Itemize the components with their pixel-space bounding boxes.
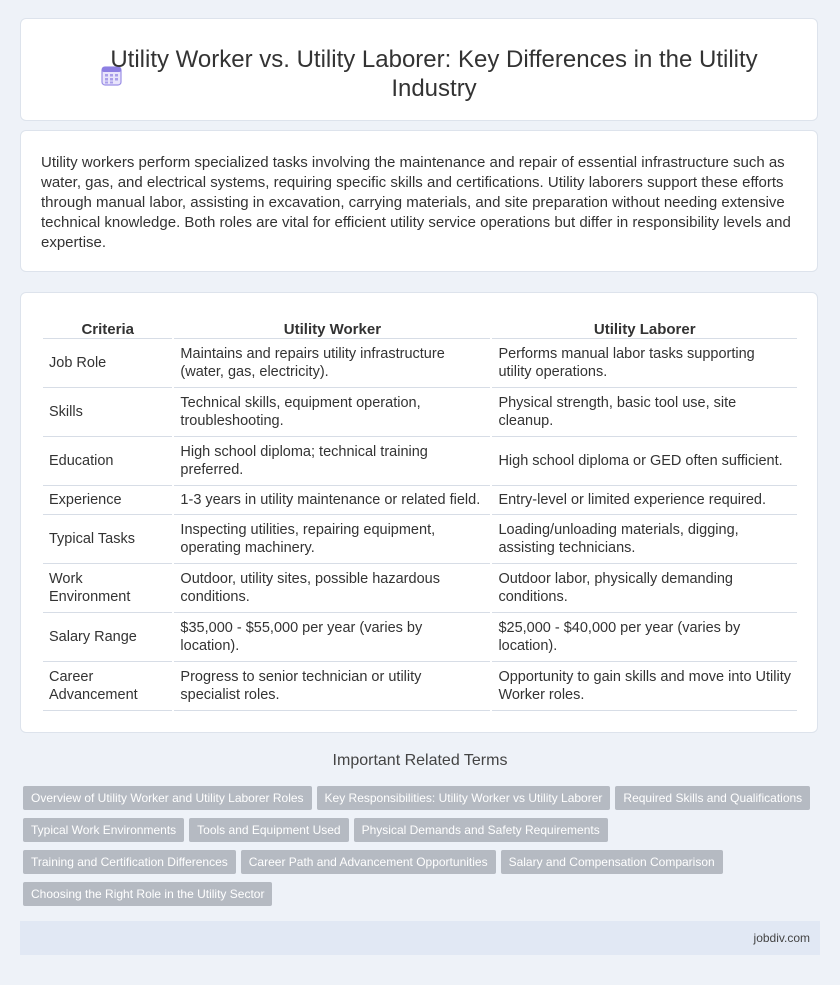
row-worker-value: Outdoor, utility sites, possible hazardous conditions. (174, 564, 490, 613)
related-term-tag[interactable]: Training and Certification Differences (23, 850, 236, 874)
row-laborer-value: Performs manual labor tasks supporting utility operations. (492, 339, 797, 388)
row-laborer-value: Physical strength, basic tool use, site cleanup. (492, 388, 797, 437)
related-term-tag[interactable]: Required Skills and Qualifications (615, 786, 810, 810)
row-criteria: Salary Range (43, 613, 172, 662)
row-worker-value: Technical skills, equipment operation, troubleshooting. (174, 388, 490, 437)
row-laborer-value: Outdoor labor, physically demanding conditions. (492, 564, 797, 613)
related-terms-list (23, 786, 823, 914)
related-term-tag[interactable]: Choosing the Right Role in the Utility Sector (23, 882, 272, 906)
row-worker-value: Progress to senior technician or utility specialist roles. (174, 662, 490, 711)
row-criteria: Typical Tasks (43, 515, 172, 564)
footer (20, 921, 820, 955)
header-criteria: Criteria (43, 314, 172, 339)
header-utility-laborer: Utility Laborer (492, 314, 797, 339)
related-term-tag[interactable]: Physical Demands and Safety Requirements (354, 818, 608, 842)
row-worker-value: Maintains and repairs utility infrastructure (water, gas, electricity). (174, 339, 490, 388)
header-utility-worker: Utility Worker (174, 314, 490, 339)
row-laborer-value: $25,000 - $40,000 per year (varies by location). (492, 613, 797, 662)
page-title: Utility Worker vs. Utility Laborer: Key Differences in the Utility Industry (110, 46, 758, 102)
table-row (43, 437, 797, 486)
row-criteria: Experience (43, 486, 172, 515)
table-row (43, 388, 797, 437)
row-laborer-value: Loading/unloading materials, digging, assisting technicians. (492, 515, 797, 564)
table-row (43, 613, 797, 662)
table-row (43, 515, 797, 564)
related-term-tag[interactable]: Key Responsibilities: Utility Worker vs Utility Laborer (317, 786, 611, 810)
table-header-row (43, 314, 797, 339)
row-laborer-value: Entry-level or limited experience required. (492, 486, 797, 515)
intro-text: Utility workers perform specialized tasks involving the maintenance and repair of essential infrastructure such as water, gas, and electrical systems, requiring specific skills and certifications. Utility laborers support these efforts through manual labor, assisting in excavation, carrying materials, and site preparation without needing extensive technical knowledge. Both roles are vital for efficient utility service operations but differ in responsibility levels and expertise. (41, 154, 791, 251)
related-term-tag[interactable]: Salary and Compensation Comparison (501, 850, 723, 874)
table-row (43, 564, 797, 613)
row-criteria: Skills (43, 388, 172, 437)
intro-card (20, 130, 818, 272)
related-term-tag[interactable]: Overview of Utility Worker and Utility Laborer Roles (23, 786, 312, 810)
row-criteria: Education (43, 437, 172, 486)
comparison-card (20, 292, 818, 733)
row-worker-value: Inspecting utilities, repairing equipment, operating machinery. (174, 515, 490, 564)
footer-site-link[interactable]: jobdiv.com (753, 931, 810, 945)
related-term-tag[interactable]: Typical Work Environments (23, 818, 184, 842)
table-row (43, 339, 797, 388)
related-term-tag[interactable]: Career Path and Advancement Opportunities (241, 850, 496, 874)
comparison-table (41, 314, 799, 711)
related-term-tag[interactable]: Tools and Equipment Used (189, 818, 348, 842)
table-row (43, 662, 797, 711)
row-worker-value: 1-3 years in utility maintenance or related field. (174, 486, 490, 515)
row-criteria: Job Role (43, 339, 172, 388)
row-laborer-value: High school diploma or GED often sufficient. (492, 437, 797, 486)
row-criteria: Career Advancement (43, 662, 172, 711)
row-criteria: Work Environment (43, 564, 172, 613)
table-row (43, 486, 797, 515)
row-laborer-value: Opportunity to gain skills and move into Utility Worker roles. (492, 662, 797, 711)
row-worker-value: High school diploma; technical training preferred. (174, 437, 490, 486)
related-terms-title: Important Related Terms (332, 752, 508, 769)
row-worker-value: $35,000 - $55,000 per year (varies by location). (174, 613, 490, 662)
header-card (20, 18, 818, 121)
